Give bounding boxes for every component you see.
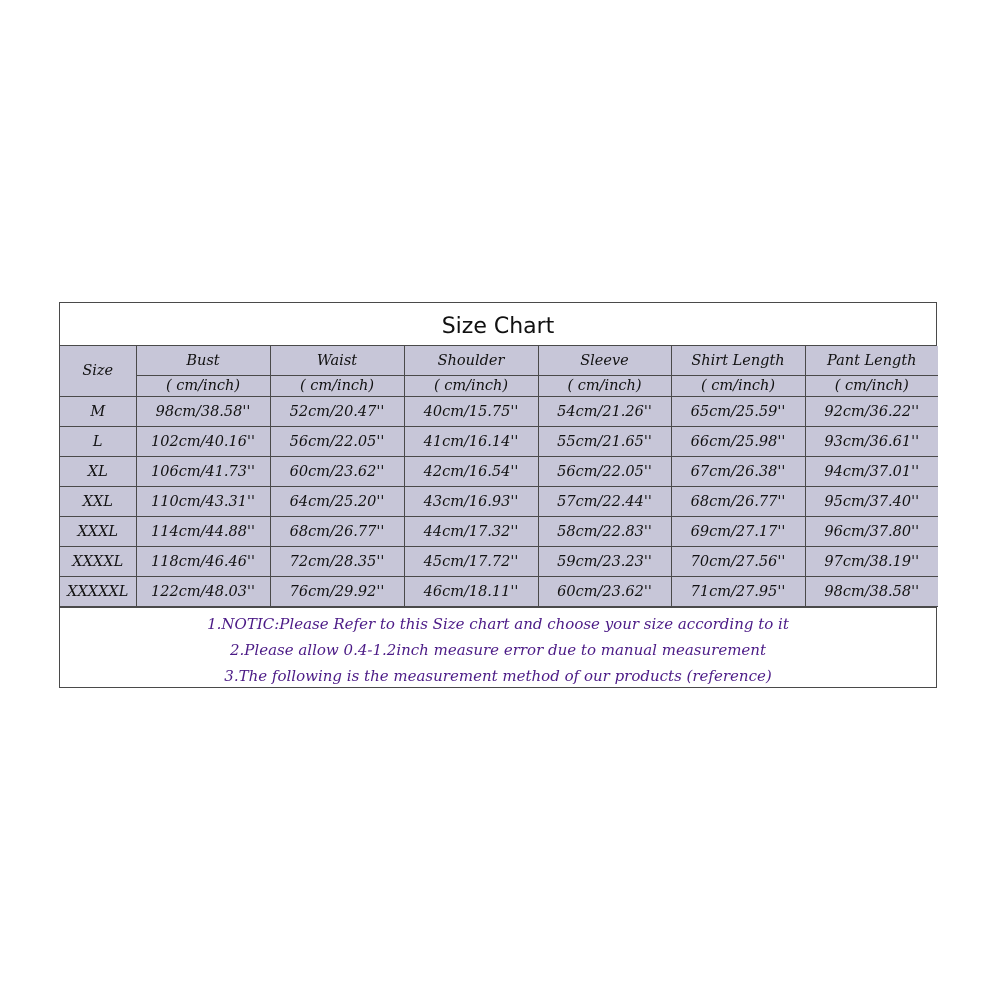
measurement-cell: 122cm/48.03'' [136,577,270,607]
measurement-cell: 55cm/21.65'' [538,427,671,457]
column-header: Waist [270,346,404,376]
size-label: XXXXL [60,547,136,577]
measurement-cell: 42cm/16.54'' [404,457,538,487]
column-header: Pant Length [805,346,938,376]
column-unit: ( cm/inch) [671,376,805,397]
measurement-cell: 72cm/28.35'' [270,547,404,577]
measurement-cell: 97cm/38.19'' [805,547,938,577]
measurement-cell: 57cm/22.44'' [538,487,671,517]
measurement-cell: 95cm/37.40'' [805,487,938,517]
measurement-cell: 60cm/23.62'' [270,457,404,487]
measurement-cell: 71cm/27.95'' [671,577,805,607]
measurement-cell: 68cm/26.77'' [270,517,404,547]
measurement-cell: 106cm/41.73'' [136,457,270,487]
column-unit: ( cm/inch) [404,376,538,397]
column-unit: ( cm/inch) [270,376,404,397]
measurement-cell: 60cm/23.62'' [538,577,671,607]
measurement-cell: 98cm/38.58'' [136,397,270,427]
table-row [60,457,938,487]
size-header: Size [60,346,136,397]
column-header: Sleeve [538,346,671,376]
measurement-cell: 40cm/15.75'' [404,397,538,427]
measurement-cell: 43cm/16.93'' [404,487,538,517]
size-table [60,346,938,607]
column-header: Shoulder [404,346,538,376]
measurement-cell: 118cm/46.46'' [136,547,270,577]
size-label: XXL [60,487,136,517]
measurement-cell: 110cm/43.31'' [136,487,270,517]
column-unit: ( cm/inch) [538,376,671,397]
size-label: XXXXXL [60,577,136,607]
unit-row [60,376,938,397]
header-row [60,346,938,376]
measurement-cell: 92cm/36.22'' [805,397,938,427]
measurement-cell: 64cm/25.20'' [270,487,404,517]
table-row [60,487,938,517]
table-row [60,427,938,457]
measurement-cell: 59cm/23.23'' [538,547,671,577]
column-header: Bust [136,346,270,376]
table-row [60,577,938,607]
measurement-cell: 69cm/27.17'' [671,517,805,547]
note-line: 2.Please allow 0.4-1.2inch measure error due to manual measurement [230,641,766,659]
size-label: M [60,397,136,427]
measurement-cell: 56cm/22.05'' [538,457,671,487]
measurement-cell: 102cm/40.16'' [136,427,270,457]
measurement-cell: 76cm/29.92'' [270,577,404,607]
measurement-cell: 41cm/16.14'' [404,427,538,457]
measurement-cell: 65cm/25.59'' [671,397,805,427]
measurement-cell: 44cm/17.32'' [404,517,538,547]
note-line: 3.The following is the measurement method of our products (reference) [224,667,772,685]
measurement-cell: 52cm/20.47'' [270,397,404,427]
column-unit: ( cm/inch) [805,376,938,397]
table-row [60,517,938,547]
size-label: XXXL [60,517,136,547]
measurement-cell: 96cm/37.80'' [805,517,938,547]
measurement-cell: 66cm/25.98'' [671,427,805,457]
table-row [60,547,938,577]
note-line: 1.NOTIC:Please Refer to this Size chart and choose your size according to it [207,615,789,633]
measurement-cell: 56cm/22.05'' [270,427,404,457]
measurement-cell: 67cm/26.38'' [671,457,805,487]
column-header: Shirt Length [671,346,805,376]
measurement-cell: 114cm/44.88'' [136,517,270,547]
size-chart [59,302,937,688]
measurement-cell: 93cm/36.61'' [805,427,938,457]
size-label: L [60,427,136,457]
measurement-cell: 58cm/22.83'' [538,517,671,547]
measurement-cell: 68cm/26.77'' [671,487,805,517]
measurement-cell: 45cm/17.72'' [404,547,538,577]
table-row [60,397,938,427]
chart-title: Size Chart [60,303,936,346]
measurement-cell: 46cm/18.11'' [404,577,538,607]
column-unit: ( cm/inch) [136,376,270,397]
size-label: XL [60,457,136,487]
measurement-cell: 94cm/37.01'' [805,457,938,487]
notes [60,607,936,689]
measurement-cell: 98cm/38.58'' [805,577,938,607]
measurement-cell: 70cm/27.56'' [671,547,805,577]
measurement-cell: 54cm/21.26'' [538,397,671,427]
